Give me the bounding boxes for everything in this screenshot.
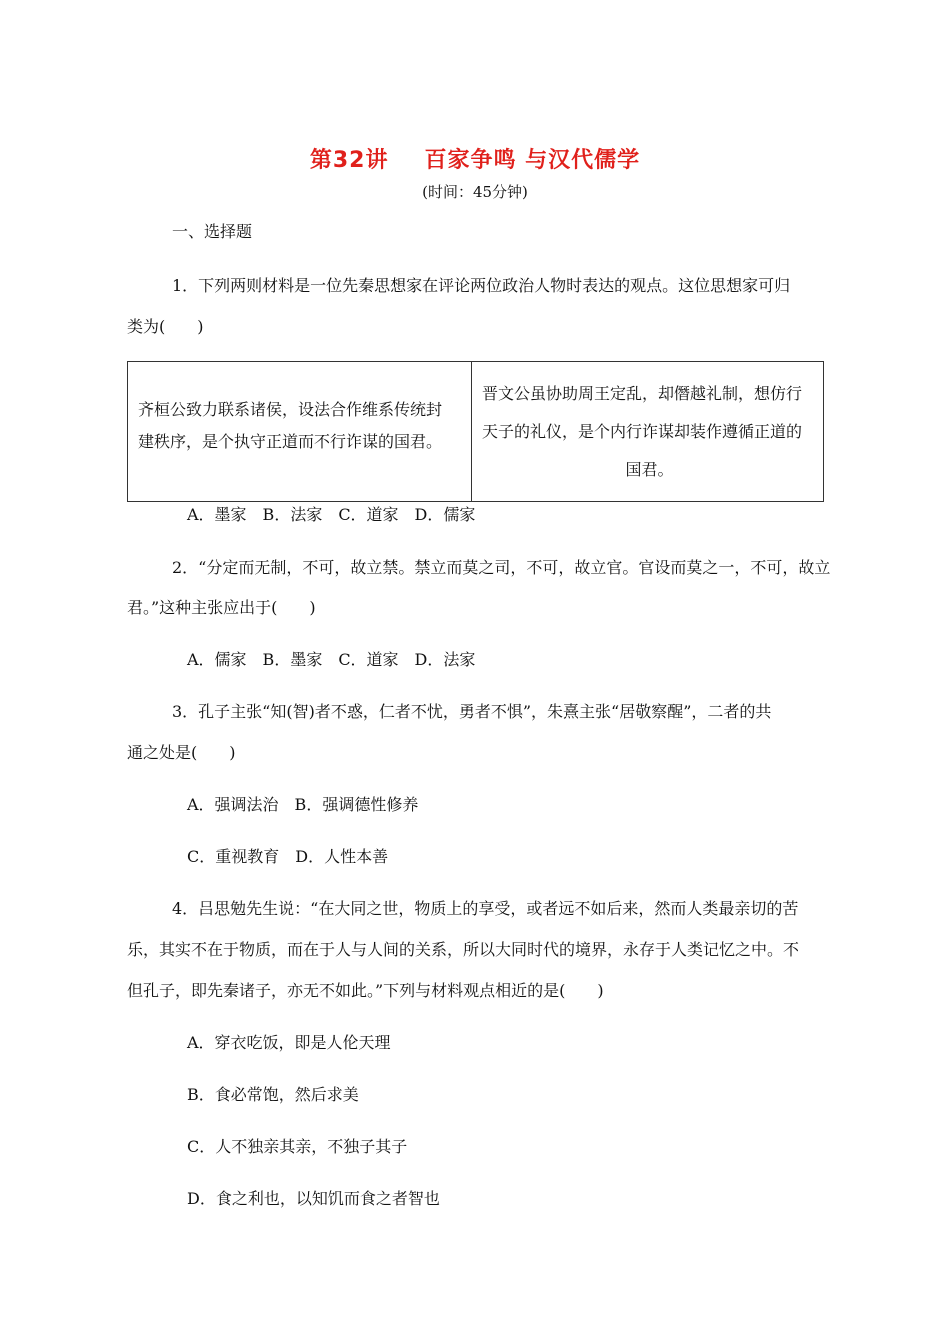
q4-stem-line-1: 4．吕思勉先生说：“在大同之世，物质上的享受，或者远不如后来，然而人类最亲切的苦 bbox=[172, 899, 799, 918]
q1-left-line-2: 建秩序，是个执守正道而不行诈谋的国君。 bbox=[138, 431, 443, 451]
q4-option-d: D．食之利也，以知饥而食之者智也 bbox=[187, 1189, 440, 1208]
q1-stem-line-1: 1．下列两则材料是一位先秦思想家在评论两位政治人物时表达的观点。这位思想家可归 bbox=[172, 276, 791, 295]
q1-stem-line-2: 类为( ) bbox=[127, 317, 204, 336]
q1-left-line-1: 齐桓公致力联系诸侯，设法合作维系传统封 bbox=[138, 399, 443, 419]
q4-stem-line-3: 但孔子，即先秦诸子，亦无不如此。”下列与材料观点相近的是( ) bbox=[127, 981, 604, 1000]
q1-material-table bbox=[127, 361, 824, 502]
lesson-title: 百家争鸣 与汉代儒学 bbox=[424, 148, 641, 173]
q2-options: A．儒家 B．墨家 C．道家 D．法家 bbox=[187, 650, 476, 669]
q1-table-left-cell bbox=[128, 362, 472, 502]
section-heading: 一、选择题 bbox=[172, 222, 253, 241]
q2-stem-line-2: 君。”这种主张应出于( ) bbox=[127, 598, 316, 617]
time-limit: (时间：45分钟) bbox=[422, 183, 528, 201]
q4-option-b: B．食必常饱，然后求美 bbox=[187, 1085, 359, 1104]
q4-option-c: C．人不独亲其亲，不独子其子 bbox=[187, 1137, 408, 1156]
q4-stem-line-2: 乐，其实不在于物质，而在于人与人间的关系，所以大同时代的境界，永存于人类记忆之中。不 bbox=[127, 940, 800, 959]
q3-options-line-2: C．重视教育 D．人性本善 bbox=[187, 847, 389, 866]
q3-stem-line-2: 通之处是( ) bbox=[127, 743, 236, 762]
q1-table-right-cell bbox=[472, 362, 824, 502]
q1-right-line-3: 国君。 bbox=[625, 459, 674, 479]
q2-stem-line-1: 2．“分定而无制，不可，故立禁。禁立而莫之司，不可，故立官。官设而莫之一，不可，故立 bbox=[172, 558, 831, 577]
q3-options-line-1: A．强调法治 B．强调德性修养 bbox=[187, 795, 419, 814]
lesson-number: 第32讲 bbox=[309, 148, 389, 173]
q3-stem-line-1: 3．孔子主张“知(智)者不惑，仁者不忧，勇者不惧”，朱熹主张“居敬察醒”，二者的共 bbox=[172, 702, 772, 721]
q1-right-line-1: 晋文公虽协助周王定乱，却僭越礼制，想仿行 bbox=[482, 383, 803, 403]
page-title bbox=[0, 143, 950, 174]
q1-options: A．墨家 B．法家 C．道家 D．儒家 bbox=[187, 505, 476, 524]
q1-right-line-2: 天子的礼仪，是个内行诈谋却装作遵循正道的 bbox=[482, 421, 803, 441]
q4-option-a: A．穿衣吃饭，即是人伦天理 bbox=[187, 1033, 391, 1052]
